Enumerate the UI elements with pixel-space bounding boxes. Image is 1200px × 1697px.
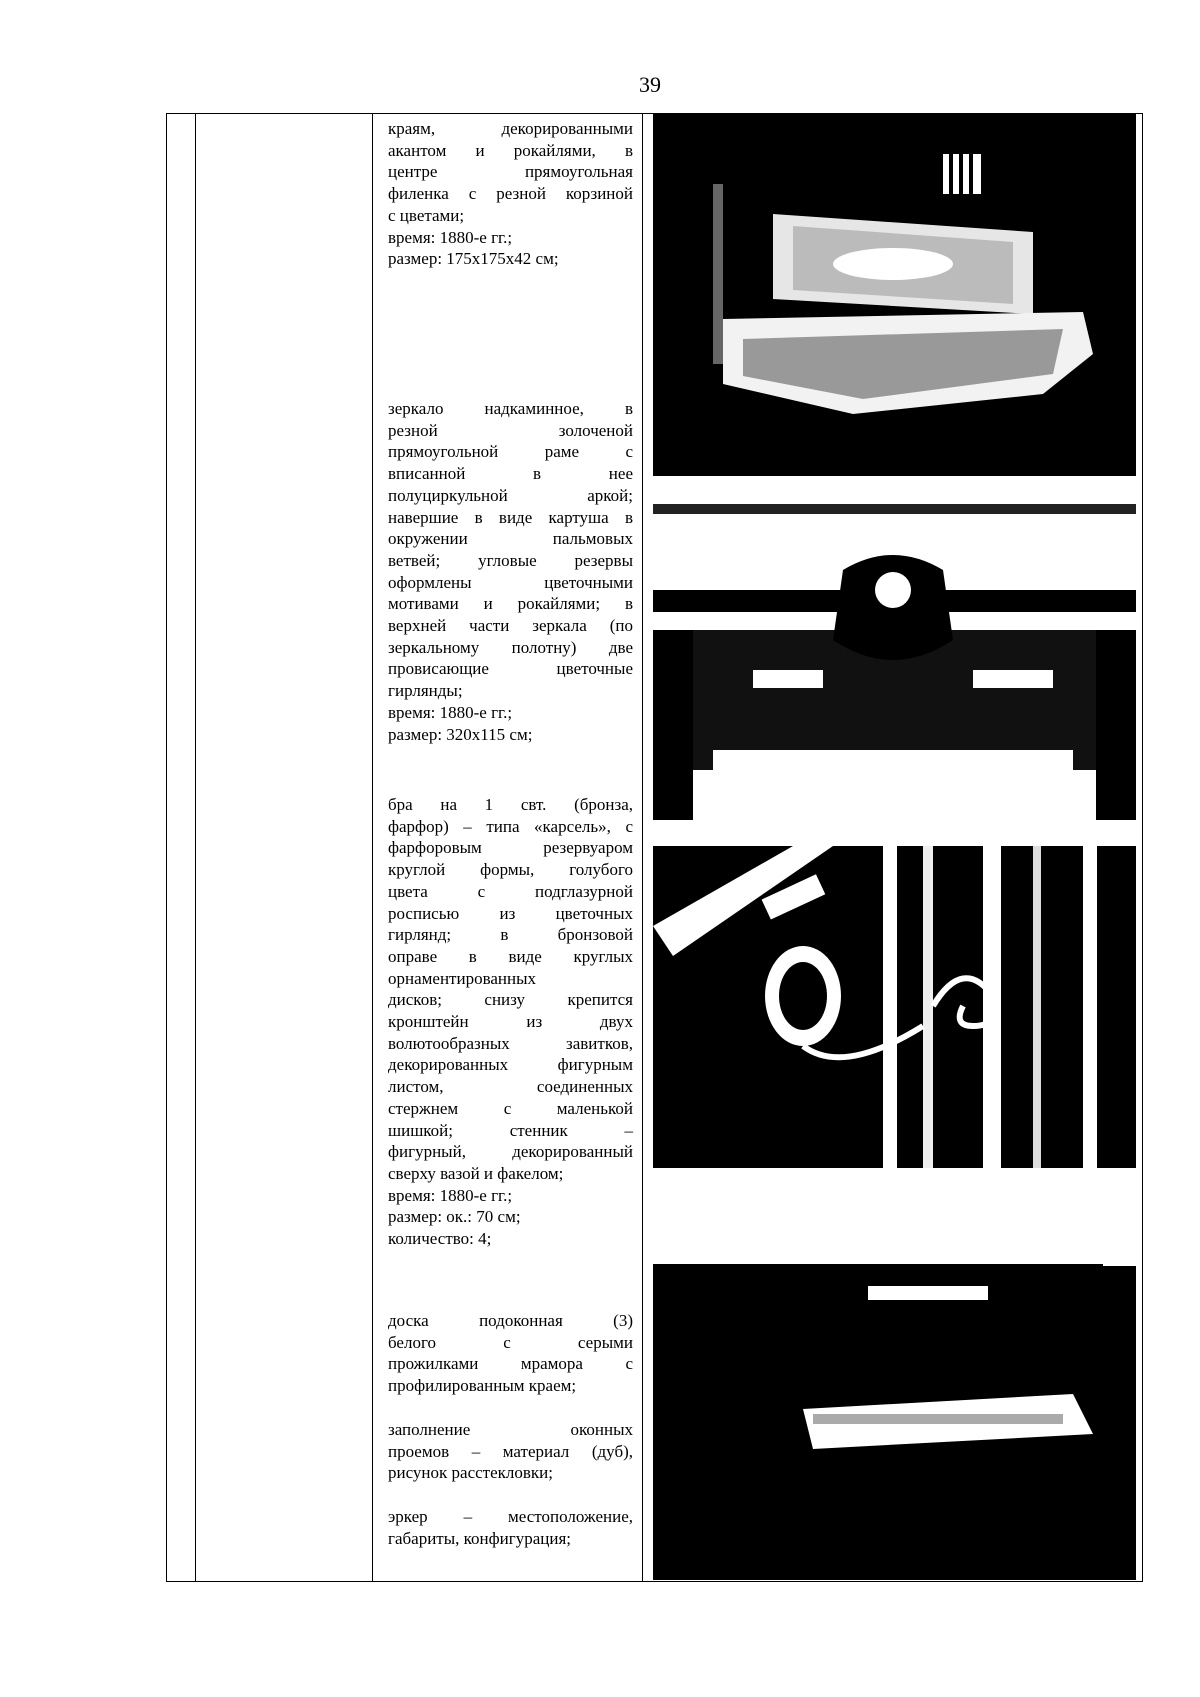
desc-line: круглой формы, голубого — [388, 860, 633, 880]
desc-line: резной золоченой — [388, 420, 633, 440]
sconce-photo — [653, 846, 1136, 1168]
desc-line: окружении пальмовых — [388, 529, 633, 549]
column-divider — [642, 114, 643, 1581]
desc-line: время: 1880-е гг.; — [388, 702, 513, 722]
desc-line: количество: 4; — [388, 1229, 492, 1249]
desc-line: краям, декорированными — [388, 119, 633, 138]
desc-line: стержнем с маленькой — [388, 1098, 633, 1118]
item-description-fireplace — [388, 118, 633, 270]
desc-line: вписанной в нее — [388, 464, 633, 484]
page-number: 39 — [639, 72, 661, 97]
desc-line: гирлянд; в бронзовой — [388, 925, 633, 945]
desc-line: заполнение оконных — [388, 1420, 633, 1439]
desc-line: декорированных фигурным — [388, 1055, 633, 1075]
desc-line: филенка с резной корзиной — [388, 184, 633, 204]
desc-line: фигурный, декорированный — [388, 1142, 633, 1162]
desc-line: мотивами и рокайлями; в — [388, 594, 633, 614]
desc-line: оправе в виде круглых — [388, 946, 633, 966]
desc-line: шишкой; стенник – — [388, 1120, 633, 1140]
desc-line: рисунок расстекловки; — [388, 1463, 553, 1483]
desc-line: орнаментированных — [388, 968, 537, 988]
window-sill-photo — [653, 1264, 1136, 1580]
desc-line: росписью из цветочных — [388, 903, 633, 923]
desc-line: сверху вазой и факелом; — [388, 1163, 564, 1183]
desc-line: время: 1880-е гг.; — [388, 227, 513, 247]
desc-line: гирлянды; — [388, 681, 463, 701]
desc-line: верхней части зеркала (по — [388, 616, 633, 636]
desc-line: прямоугольной раме с — [388, 442, 633, 462]
desc-line: волютообразных завитков, — [388, 1033, 633, 1053]
desc-line: зеркальному полотну) две — [388, 637, 633, 657]
desc-line: время: 1880-е гг.; — [388, 1185, 513, 1205]
item-description-window-frames — [388, 1419, 633, 1484]
desc-line: фарфор) – типа «карсель», с — [388, 816, 633, 836]
desc-line: размер: ок.: 70 см; — [388, 1207, 521, 1227]
desc-line: провисающие цветочные — [388, 659, 633, 679]
item-description-bay-window — [388, 1506, 633, 1549]
desc-line: кронштейн из двух — [388, 1012, 633, 1032]
desc-line: листом, соединенных — [388, 1077, 633, 1097]
desc-line: оформлены цветочными — [388, 572, 633, 592]
item-description-window-sill — [388, 1310, 633, 1397]
column-divider — [372, 114, 373, 1581]
desc-line: габариты, конфигурация; — [388, 1528, 572, 1548]
desc-line: дисков; снизу крепится — [388, 990, 633, 1010]
desc-line: проемов – материал (дуб), — [388, 1441, 633, 1461]
desc-line: профилированным краем; — [388, 1376, 577, 1396]
desc-line: зеркало надкаминное, в — [388, 399, 633, 418]
desc-line: акантом и рокайлями, в — [388, 140, 633, 160]
desc-line: цвета с подглазурной — [388, 881, 633, 901]
desc-line: эркер – местоположение, — [388, 1507, 633, 1526]
desc-line: фарфоровым резервуаром — [388, 838, 633, 858]
desc-line: с цветами; — [388, 205, 465, 225]
desc-line: ветвей; угловые резервы — [388, 550, 633, 570]
desc-line: навершие в виде картуша в — [388, 507, 633, 527]
desc-line: полуциркульной аркой; — [388, 485, 633, 505]
column-divider — [195, 114, 196, 1581]
desc-line: белого с серыми — [388, 1332, 633, 1352]
desc-line: доска подоконная (3) — [388, 1311, 633, 1330]
item-description-mirror — [388, 398, 633, 745]
desc-line: размер: 175х175х42 см; — [388, 249, 559, 269]
desc-line: прожилками мрамора с — [388, 1354, 633, 1374]
fireplace-photo — [653, 114, 1136, 476]
item-description-sconce — [388, 794, 633, 1250]
desc-line: бра на 1 свт. (бронза, — [388, 795, 633, 814]
desc-line: центре прямоугольная — [388, 162, 633, 182]
mirror-photo — [653, 500, 1136, 822]
desc-line: размер: 320х115 см; — [388, 724, 533, 744]
